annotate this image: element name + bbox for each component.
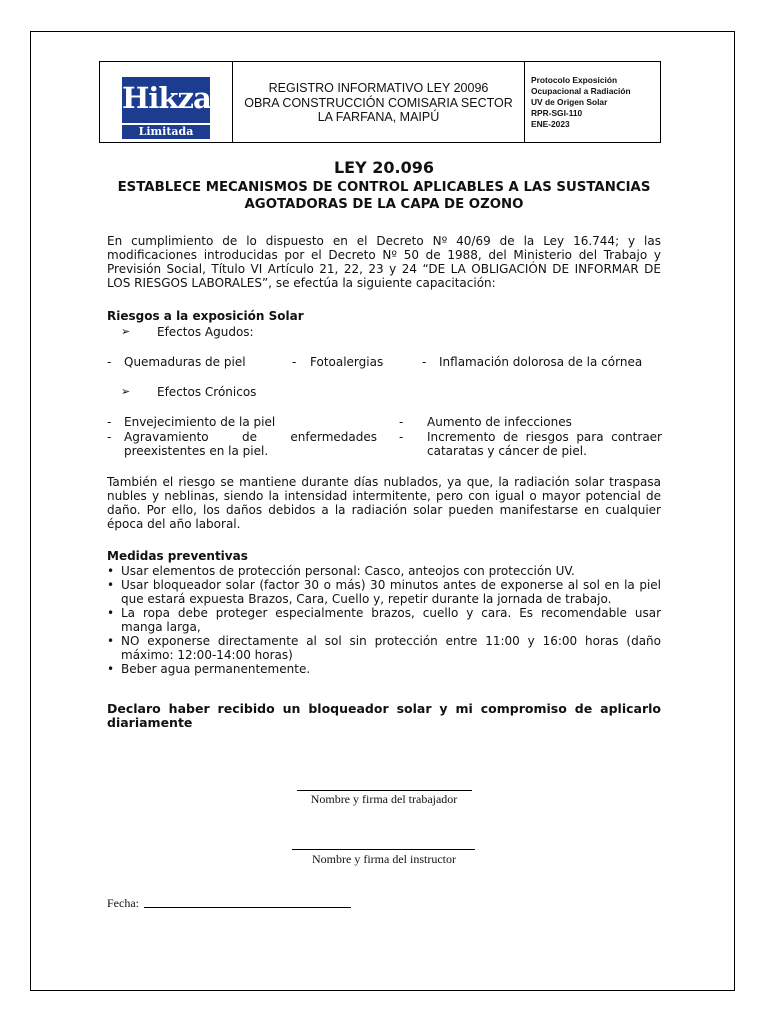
arrow-icon: ➢ (121, 325, 131, 338)
logo-word: Hikza (122, 81, 211, 115)
header-meta (525, 62, 660, 142)
list-item: • La ropa debe proteger especialmente brazos, cuello y cara. Es recomendable usar manga larga, (107, 606, 661, 634)
worker-signature-line (297, 790, 472, 791)
bullet-icon: • (107, 662, 115, 676)
chronic-item: Incremento de riesgos para contraer cataratas y cáncer de piel. (427, 430, 662, 458)
intro-paragraph: En cumplimiento de lo dispuesto en el Decreto Nº 40/69 de la Ley 16.744; y las modificaciones introducidas por el Decreto Nº 50 de 1988, del Ministerio del Trabajo y Previsión Social, Título VI Artículo 21, 22, 23 y 24 “DE LA OBLIGACIÓN DE INFORMAR DE LOS RIESGOS LABORALES”, se efectúa la siguiente capacitación: (107, 234, 661, 290)
header-title-line: LA FARFANA, MAIPÚ (317, 110, 440, 125)
dash-icon: - (107, 415, 112, 429)
document-date: ENE-2023 (531, 118, 570, 129)
acute-item: Quemaduras de piel (124, 355, 246, 369)
measures-list (107, 564, 661, 676)
date-label: Fecha: (107, 896, 139, 910)
chronic-effects-label: Efectos Crónicos (157, 385, 257, 399)
company-logo (122, 77, 210, 139)
arrow-icon: ➢ (121, 385, 131, 398)
list-item: • Usar bloqueador solar (factor 30 o más) 30 minutos antes de exponerse al sol en la piel que estará expuesta Brazos, Cara, Cuello y, repetir durante la jornada de trabajo. (107, 578, 661, 606)
chronic-item: Aumento de infecciones (427, 415, 572, 429)
acute-item: Fotoalergias (310, 355, 384, 369)
measures-heading: Medidas preventivas (107, 549, 248, 563)
law-title: LEY 20.096 (333, 158, 435, 177)
logo-subtitle: Limitada (122, 123, 210, 139)
instructor-signature-line (292, 849, 475, 850)
chronic-item: Envejecimiento de la piel (124, 415, 276, 429)
dash-icon: - (399, 430, 404, 444)
acute-effects-label: Efectos Agudos: (157, 325, 254, 339)
date-line (144, 907, 351, 908)
protocol-line: Protocolo Exposición (531, 74, 618, 85)
document-code: RPR-SGI-110 (531, 107, 583, 118)
header-title-line: OBRA CONSTRUCCIÓN COMISARIA SECTOR (244, 95, 513, 110)
instructor-signature-label: Nombre y firma del instructor (312, 852, 456, 866)
dash-icon: - (422, 355, 427, 369)
bullet-icon: • (107, 564, 115, 578)
document-header (99, 61, 661, 143)
header-title-line: REGISTRO INFORMATIVO LEY 20096 (268, 81, 489, 96)
risks-heading: Riesgos a la exposición Solar (107, 309, 304, 323)
dash-icon: - (107, 355, 112, 369)
worker-signature-label: Nombre y firma del trabajador (310, 792, 458, 806)
bullet-icon: • (107, 634, 115, 648)
law-subtitle: ESTABLECE MECANISMOS DE CONTROL APLICABLES A LAS SUSTANCIAS AGOTADORAS DE LA CAPA DE OZONO (117, 180, 651, 212)
header-title (233, 62, 525, 142)
list-item: • Beber agua permanentemente. (107, 662, 311, 676)
cloudy-days-paragraph: También el riesgo se mantiene durante días nublados, ya que, la radiación solar traspasa nubles y neblinas, siendo la intensidad intermitente, pero con igual o mayor potencial de daño. Por ello, los daños debidos a la radiación solar pueden manifestarse en cualquier época del año laboral. (107, 475, 661, 531)
bullet-icon: • (107, 606, 115, 620)
dash-icon: - (107, 430, 112, 444)
declaration-text: Declaro haber recibido un bloqueador solar y mi compromiso de aplicarlo diariamente (107, 701, 661, 730)
dash-icon: - (399, 415, 404, 429)
dash-icon: - (292, 355, 297, 369)
protocol-line: Ocupacional a Radiación (531, 85, 631, 96)
list-item: • Usar elementos de protección personal: Casco, anteojos con protección UV. (107, 564, 575, 578)
logo-cell (100, 62, 233, 142)
protocol-line: UV de Origen Solar (531, 96, 608, 107)
list-item: • NO exponerse directamente al sol sin protección entre 11:00 y 16:00 horas (daño máximo: 12:00-14:00 horas) (107, 634, 661, 662)
acute-item: Inflamación dolorosa de la córnea (439, 355, 643, 369)
bullet-icon: • (107, 578, 115, 592)
chronic-item: Agravamiento de enfermedades preexistentes en la piel. (124, 430, 377, 458)
